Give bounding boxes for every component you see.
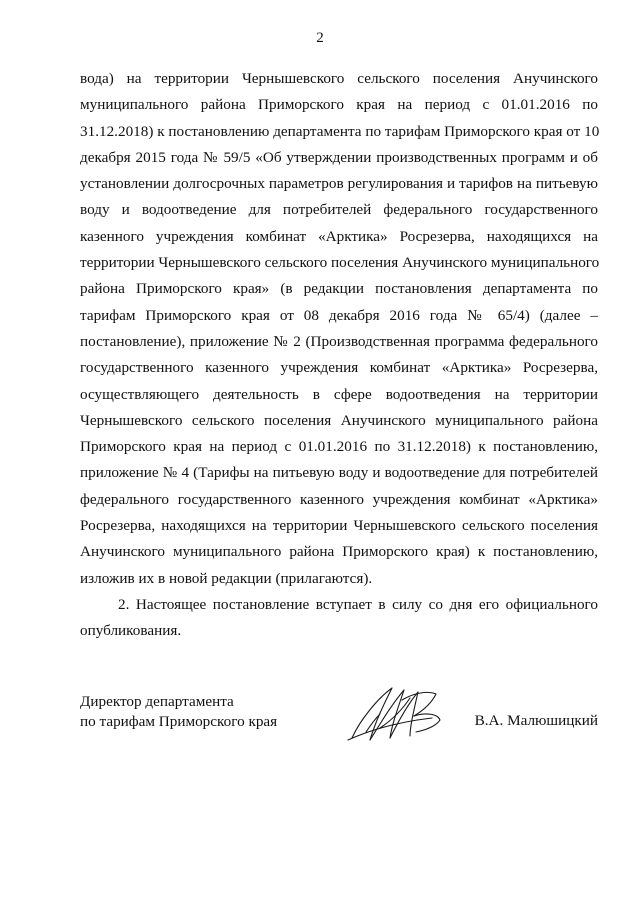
text-line: вода) на территории Чернышевского сельского поселения Анучинского	[80, 70, 598, 87]
text-line: Анучинского муниципального района Приморского края) к постановлению,	[80, 543, 598, 561]
text-line: 31.12.2018) к постановлению департамента по тарифам Приморского края от 10	[80, 122, 600, 140]
text-line: изложив их в новой редакции (прилагаются).	[80, 569, 373, 587]
handwritten-signature	[340, 680, 460, 750]
text-line: территории Чернышевского сельского поселения Анучинского муниципального	[80, 254, 600, 272]
text-line: приложение № 4 (Тарифы на питьевую воду и водоотведение для потребителей	[80, 464, 598, 482]
text-line: федерального государственного казенного учреждения комбинат «Арктика»	[80, 490, 598, 508]
text-line: воду и водоотведение для потребителей федерального государственного	[80, 201, 598, 219]
clause-2-line: 2. Настоящее постановление вступает в силу со дня его официального	[118, 595, 598, 613]
text-line: постановление), приложение № 2 (Производственная программа федерального	[80, 332, 598, 350]
text-line: казенного учреждения комбинат «Арктика» Росрезерва, находящихся на	[80, 227, 598, 245]
text-line: осуществляющего деятельность в сфере водоотведения на территории	[80, 385, 598, 403]
text-line: государственного казенного учреждения комбинат «Арктика» Росрезерва,	[80, 359, 598, 377]
text-line: тарифам Приморского края от 08 декабря 2016 года № 65/4) (далее –	[80, 306, 598, 324]
page-number: 2	[316, 30, 324, 46]
clause-2-line: опубликования.	[80, 622, 182, 640]
text-line: Приморского края на период с 01.01.2016 по 31.12.2018) к постановлению,	[80, 438, 598, 456]
signatory-title-line: по тарифам Приморского края	[80, 713, 278, 730]
text-line: муниципального района Приморского края на период с 01.01.2016 по	[80, 96, 598, 114]
text-line: Чернышевского сельского поселения Анучинского муниципального района	[80, 411, 598, 429]
signatory-title-line: Директор департамента	[80, 693, 234, 710]
text-line: Росрезерва, находящихся на территории Чернышевского сельского поселения	[80, 517, 598, 535]
signatory-title	[80, 692, 277, 732]
text-line: декабря 2015 года № 59/5 «Об утверждении производственных программ и об	[80, 148, 598, 166]
body-text	[80, 66, 598, 645]
signature-block	[80, 692, 598, 752]
signatory-name: В.А. Малюшицкий	[474, 712, 598, 729]
text-line: района Приморского края» (в редакции постановления департамента по	[80, 280, 598, 298]
text-line: установлении долгосрочных параметров регулирования и тарифов на питьевую	[80, 175, 598, 193]
